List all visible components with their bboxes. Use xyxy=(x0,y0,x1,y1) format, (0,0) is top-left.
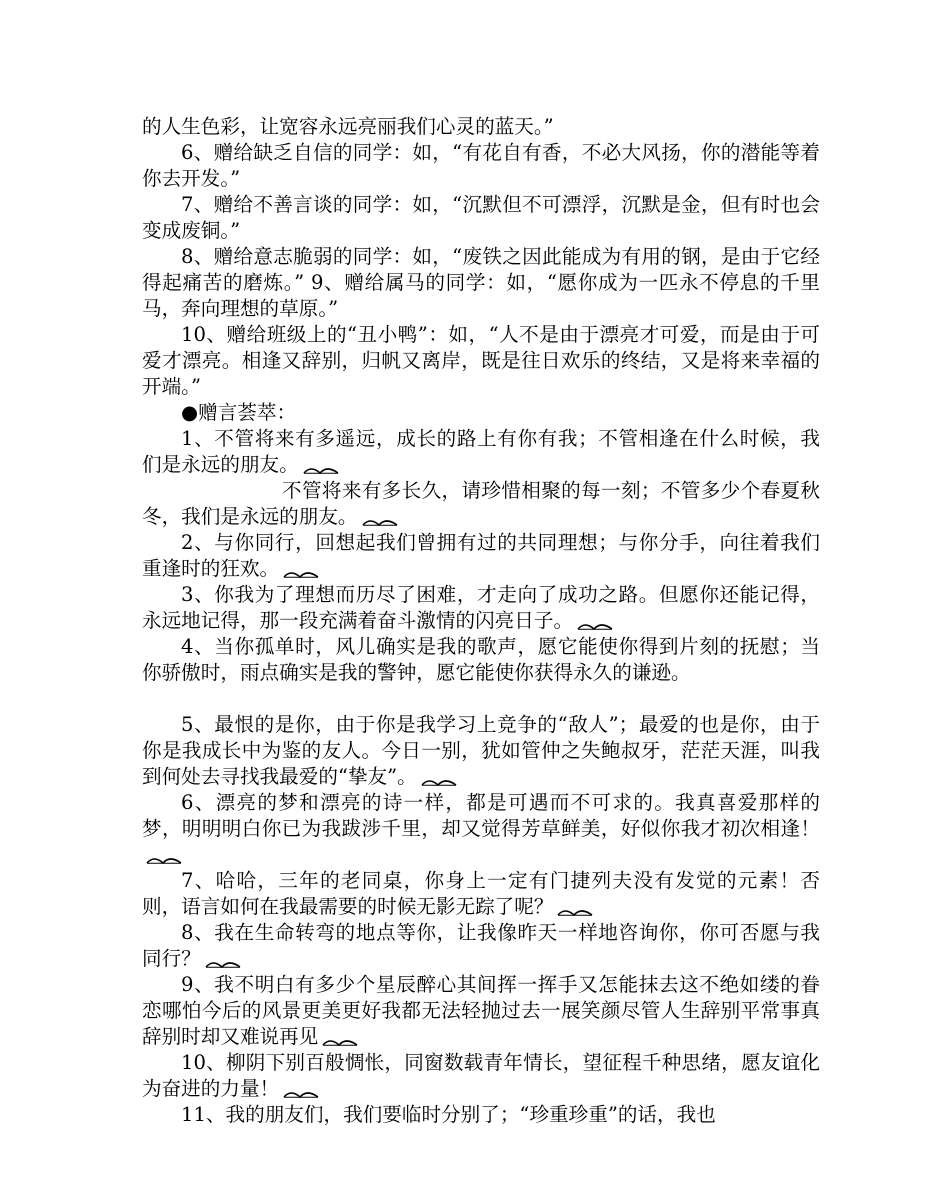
double-arc-mark-icon xyxy=(205,958,243,968)
double-arc-mark-icon xyxy=(303,464,341,474)
paragraph-text: 7、赠给不善言谈的同学：如，“沉默但不可漂浮，沉默是金，但有时也会变成废铜。” xyxy=(142,193,820,242)
paragraph-text: 不管将来有多长久，请珍惜相聚的每一刻；不管多少个春夏秋冬，我们是永远的朋友。 xyxy=(142,479,820,528)
paragraph-quote-1b xyxy=(142,478,820,530)
section-heading xyxy=(142,400,820,426)
double-arc-mark-icon xyxy=(283,568,321,578)
paragraph-text: 8、我在生命转弯的地点等你，让我像昨天一样地咨询你，你可否愿与我同行？ xyxy=(142,921,820,970)
paragraph-quote-11 xyxy=(142,1102,820,1128)
paragraph-quote-6 xyxy=(142,790,820,868)
paragraph-text: 3、你我为了理想而历尽了困难，才走向了成功之路。但愿你还能记得，永远地记得，那一段充满着奋斗激情的闪亮日子。 xyxy=(142,583,820,632)
paragraph-text: 8、赠给意志脆弱的同学：如，“废铁之因此能成为有用的钢，是由于它经得起痛苦的磨炼。” 9、赠给属马的同学：如，“愿你成为一匹永不停息的千里马，奔向理想的草原。” xyxy=(142,245,820,320)
double-arc-mark-icon xyxy=(421,776,459,786)
paragraph-text: 的人生色彩，让宽容永远亮丽我们心灵的蓝天。” xyxy=(142,115,554,138)
paragraph-text: 1、不管将来有多遥远，成长的路上有你有我；不管相逢在什么时候，我们是永远的朋友。 xyxy=(142,427,820,476)
paragraph-text: 10、柳阴下别百般惆怅，同窗数载青年情长，望征程千种思绪，愿友谊化为奋进的力量！ xyxy=(142,1051,820,1100)
paragraph-quote-3 xyxy=(142,582,820,634)
document-page xyxy=(142,114,820,1128)
paragraph-text: 10、赠给班级上的“丑小鸭”：如，“人不是由于漂亮才可爱，而是由于可爱才漂亮。相逢又辞别，归帆又离岸，既是往日欢乐的终结，又是将来幸福的开端。” xyxy=(142,323,820,398)
paragraph-text: 2、与你同行，回想起我们曾拥有过的共同理想；与你分手，向往着我们重逢时的狂欢。 xyxy=(142,531,820,580)
double-arc-mark-icon xyxy=(362,516,400,526)
paragraph-text: 7、哈哈，三年的老同桌，你身上一定有门捷列夫没有发觉的元素！否则，语言如何在我最需要的时候无影无踪了呢？ xyxy=(142,869,820,918)
paragraph-quote-5 xyxy=(142,712,820,790)
double-arc-mark-icon xyxy=(322,1036,360,1046)
paragraph-quote-8 xyxy=(142,920,820,972)
paragraph-text: 6、漂亮的梦和漂亮的诗一样，都是可遇而不可求的。我真喜爱那样的梦，明明明白你已为我跋涉千里，却又觉得芳草鲜美，好似你我才初次相逢！ xyxy=(142,791,820,840)
paragraph-text: 5、最恨的是你，由于你是我学习上竞争的“敌人”；最爱的也是你，由于你是我成长中为鉴的友人。今日一别，犹如管仲之失鲍叔牙，茫茫天涯，叫我到何处去寻找我最爱的“挚友”。 xyxy=(142,713,820,788)
double-arc-mark-icon xyxy=(146,854,184,864)
paragraph-quote-1 xyxy=(142,426,820,478)
double-arc-mark-icon xyxy=(577,620,615,630)
paragraph-tip-6 xyxy=(142,140,820,192)
double-arc-mark-icon xyxy=(557,906,595,916)
paragraph-text: 11、我的朋友们，我们要临时分别了；“珍重珍重”的话，我也 xyxy=(181,1103,716,1126)
paragraph-quote-10 xyxy=(142,1050,820,1102)
paragraph-tip-8-9 xyxy=(142,244,820,322)
paragraph-text: 9、我不明白有多少个星辰醉心其间挥一挥手又怎能抹去这不绝如缕的眷恋哪怕今后的风景更美更好我都无法轻抛过去一展笑颜尽管人生辞别平常事真辞别时却又难说再见 xyxy=(142,973,820,1048)
double-arc-mark-icon xyxy=(283,1088,321,1098)
paragraph-quote-9 xyxy=(142,972,820,1050)
paragraph-tip-7 xyxy=(142,192,820,244)
blank-line xyxy=(142,686,820,712)
paragraph-quote-4 xyxy=(142,634,820,686)
paragraph-quote-7 xyxy=(142,868,820,920)
paragraph-text: 4、当你孤单时，风儿确实是我的歌声，愿它能使你得到片刻的抚慰；当你骄傲时，雨点确实是我的警钟，愿它能使你获得永久的谦逊。 xyxy=(142,635,820,684)
paragraph-continuation xyxy=(142,114,820,140)
section-heading-text: ●赠言荟萃： xyxy=(181,401,297,424)
paragraph-tip-10 xyxy=(142,322,820,400)
paragraph-text: 6、赠给缺乏自信的同学：如，“有花自有香，不必大风扬，你的潜能等着你去开发。” xyxy=(142,141,820,190)
paragraph-quote-2 xyxy=(142,530,820,582)
